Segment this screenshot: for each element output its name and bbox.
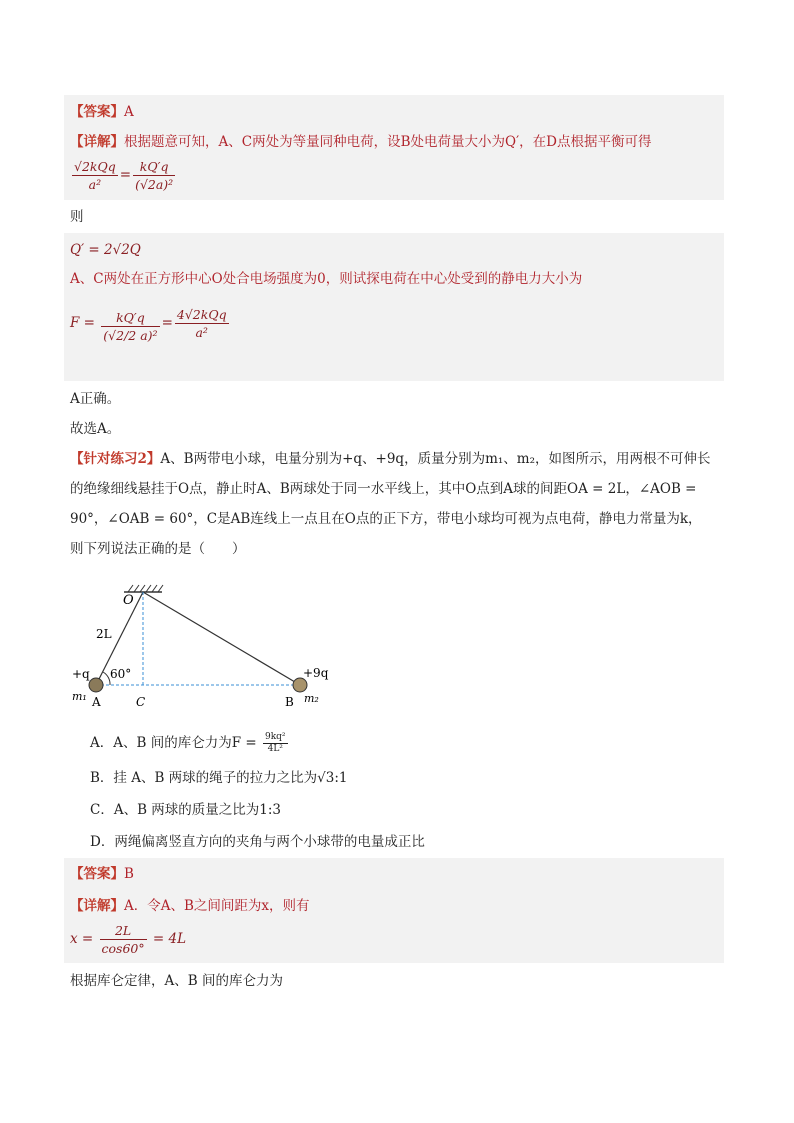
label-plus-9q: +9q [303,666,329,680]
detail-text: 根据题意可知，A、C两处为等量同种电荷，设B处电荷量大小为Q′，在D点根据平衡可得 [124,134,652,150]
angle-arc [103,672,110,685]
option-C: C．A、B 两球的质量之比为1:3 [90,802,282,818]
practice-label: 【针对练习2】 [70,451,161,467]
answer-2-label: 【答案】 [70,866,124,882]
equation-3: F = $\frac{kQ'q}{\text{(√2/2 a)²}}$ = $\frac{\text{4√2kQq}}{\text{a²}}$ [70,307,227,343]
correct-text: A正确。 [70,391,121,407]
option-D: D．两绳偏离竖直方向的夹角与两个小球带的电量成正比 [90,834,425,850]
option-A [90,732,290,755]
answer-label: 【答案】 [70,104,124,120]
detail-2-last: 根据库仑定律，A、B 间的库仑力为 [70,973,283,989]
eq1-right-num: kQ′q [133,158,175,176]
eq4-prefix: x = [70,931,94,947]
eq3-den1: (√2/2 a)² [103,328,158,343]
practice-line-4: 则下列说法正确的是（ ） [70,541,246,557]
ball-B [293,678,307,692]
eq1-left-den: a² [88,177,102,192]
eq1-left-num: √2kQq [74,159,116,174]
label-C: C [136,695,146,709]
detail-1-line [70,131,651,153]
detail-2-text: A．令A、B之间间距为x，则有 [124,898,310,914]
ceiling-hatch [128,585,163,592]
option-A-num: 9kq² [264,732,286,742]
practice-text-1: A、B两带电小球，电量分别为+q、+9q，质量分别为m₁、m₂，如图所示，用两根不可伸长 [160,451,711,467]
eq3-den2: a² [195,325,208,340]
practice-line-3: 90°，∠OAB = 60°，C是AB连线上一点且在O点的正下方，带电小球均可视为点电荷，静电力常量为k， [70,511,702,527]
equation-4 [70,922,186,957]
choose-text: 故选A。 [70,421,121,437]
eq4-suffix: = 4L [152,931,187,947]
label-60: 60° [110,667,132,681]
eq4-den: cos60° [101,941,145,956]
practice-line-1 [70,448,711,470]
string-OB [143,592,300,685]
ball-A [89,678,103,692]
equation-2: Q′ = 2√2Q [70,242,141,258]
label-B: B [285,695,294,709]
practice-line-2: 的绝缘细线悬挂于O点，静止时A、B两球处于同一水平线上，其中O点到A球的间距OA = 2L，∠AOB = [70,481,697,497]
option-A-text: A．A、B 间的库仑力为F = [90,735,257,751]
answer-1 [70,101,134,123]
label-2L: 2L [96,627,112,641]
eq3-prefix: F = [70,315,95,331]
label-m1: m₁ [72,690,87,703]
answer-2-value: B [124,866,134,882]
then-text: 则 [70,209,84,225]
eq3-num1: kQ′q [101,309,159,327]
detail-2-line [70,895,310,917]
label-A: A [92,695,101,709]
answer-value: A [124,104,134,120]
eq1-right-den: (√2a)² [135,177,174,192]
detail-2-label: 【详解】 [70,898,124,914]
eq4-num: 2L [100,922,147,940]
option-B: B．挂 A、B 两球的绳子的拉力之比为√3:1 [90,770,348,786]
physics-diagram [66,580,346,710]
label-m2: m₂ [304,692,319,705]
detail-1-line2: A、C两处在正方形中心O处合电场强度为0，则试探电荷在中心处受到的静电力大小为 [70,271,583,287]
label-plus-q: +q [72,667,90,681]
option-A-den: 4L² [267,744,283,754]
equation-1: $\frac{\text{√2kQq}}{\text{a²}}$ = $\frac{kQ'q}{\text{(√2a)²}}$ [74,159,174,192]
answer-2 [70,863,134,885]
detail-label: 【详解】 [70,134,124,150]
label-O: O [123,593,134,608]
eq3-num2: 4√2kQq [176,307,227,322]
